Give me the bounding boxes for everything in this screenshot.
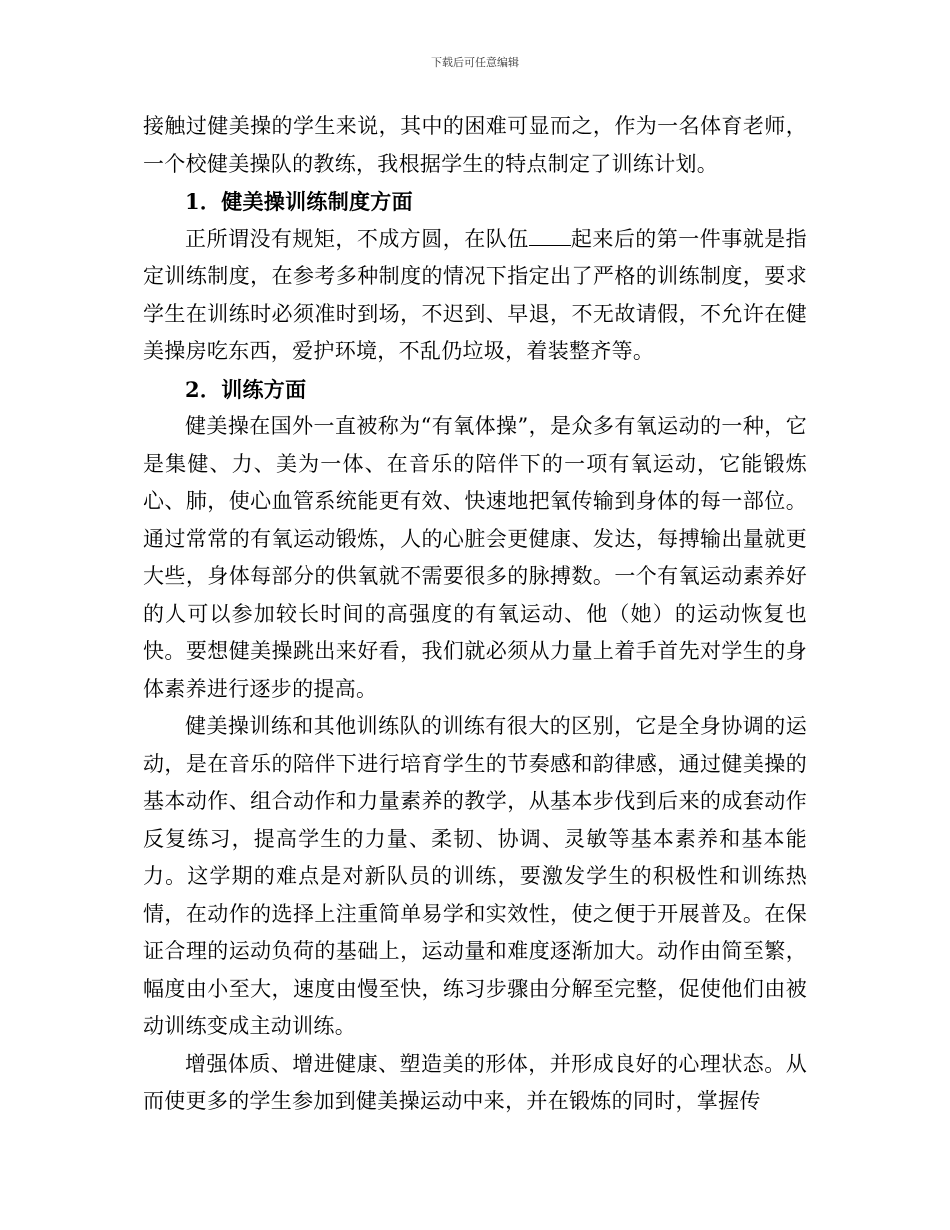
paragraph-continuation: 接触过健美操的学生来说，其中的困难可显而之，作为一名体育老师，一个校健美操队的教练，我根据学生的特点制定了训练计划。 (143, 114, 807, 176)
fill-in-blank (529, 227, 571, 246)
paragraph-training-rules (143, 221, 807, 371)
paragraph-fitness-goals: 增强体质、增进健康、塑造美的形体，并形成良好的心理状态。从而使更多的学生参加到健美操运动中来，并在锻炼的同时，掌握传 (143, 1051, 807, 1113)
document-body (143, 108, 807, 1121)
page-header: 下载后可任意编辑 (431, 56, 519, 69)
section-heading-2: 2．训练方面 (185, 376, 307, 402)
section-heading-1: 1．健美操训练制度方面 (185, 189, 413, 214)
paragraph-training-difference: 健美操训练和其他训练队的训练有很大的区别，它是全身协调的运动，是在音乐的陪伴下进行培育学生的节奏感和韵律感，通过健美操的基本动作、组合动作和力量素养的教学，从基本步伐到后来的成套动作反复练习，提高学生的力量、柔韧、协调、灵敏等基本素养和基本能力。这学期的难点是对新队员的训练，要激发学生的积极性和训练热情，在动作的选择上注重简单易学和实效性，使之便于开展普及。在保证合理的运动负荷的基础上，运动量和难度逐渐加大。动作由简至繁，幅度由小至大，速度由慢至快，练习步骤由分解至完整，促使他们由被动训练变成主动训练。 (143, 714, 807, 1038)
paragraph-aerobics-intro: 健美操在国外一直被称为“有氧体操”，是众多有氧运动的一种，它是集健、力、美为一体、在音乐的陪伴下的一项有氧运动，它能锻炼心、肺，使心血管系统能更有效、快速地把氧传输到身体的每一部位。通过常常的有氧运动锻炼，人的心脏会更健康、发达，每搏输出量就更大些，身体每部分的供氧就不需要很多的脉搏数。一个有氧运动素养好的人可以参加较长时间的高强度的有氧运动、他（她）的运动恢复也快。要想健美操跳出来好看，我们就必须从力量上着手首先对学生的身体素养进行逐步的提高。 (143, 414, 807, 701)
paragraph-text-after-blank: 起来后的第一件事就是指定训练制度，在参考多种制度的情况下指定出了严格的训练制度，要求学生在训练时必须准时到场，不迟到、早退，不无故请假，不允许在健美操房吃东西，爱护环境，不乱仍垃圾，着装整齐等。 (143, 226, 807, 363)
paragraph-text-before-blank: 正所谓没有规矩，不成方圆，在队伍 (185, 226, 529, 251)
